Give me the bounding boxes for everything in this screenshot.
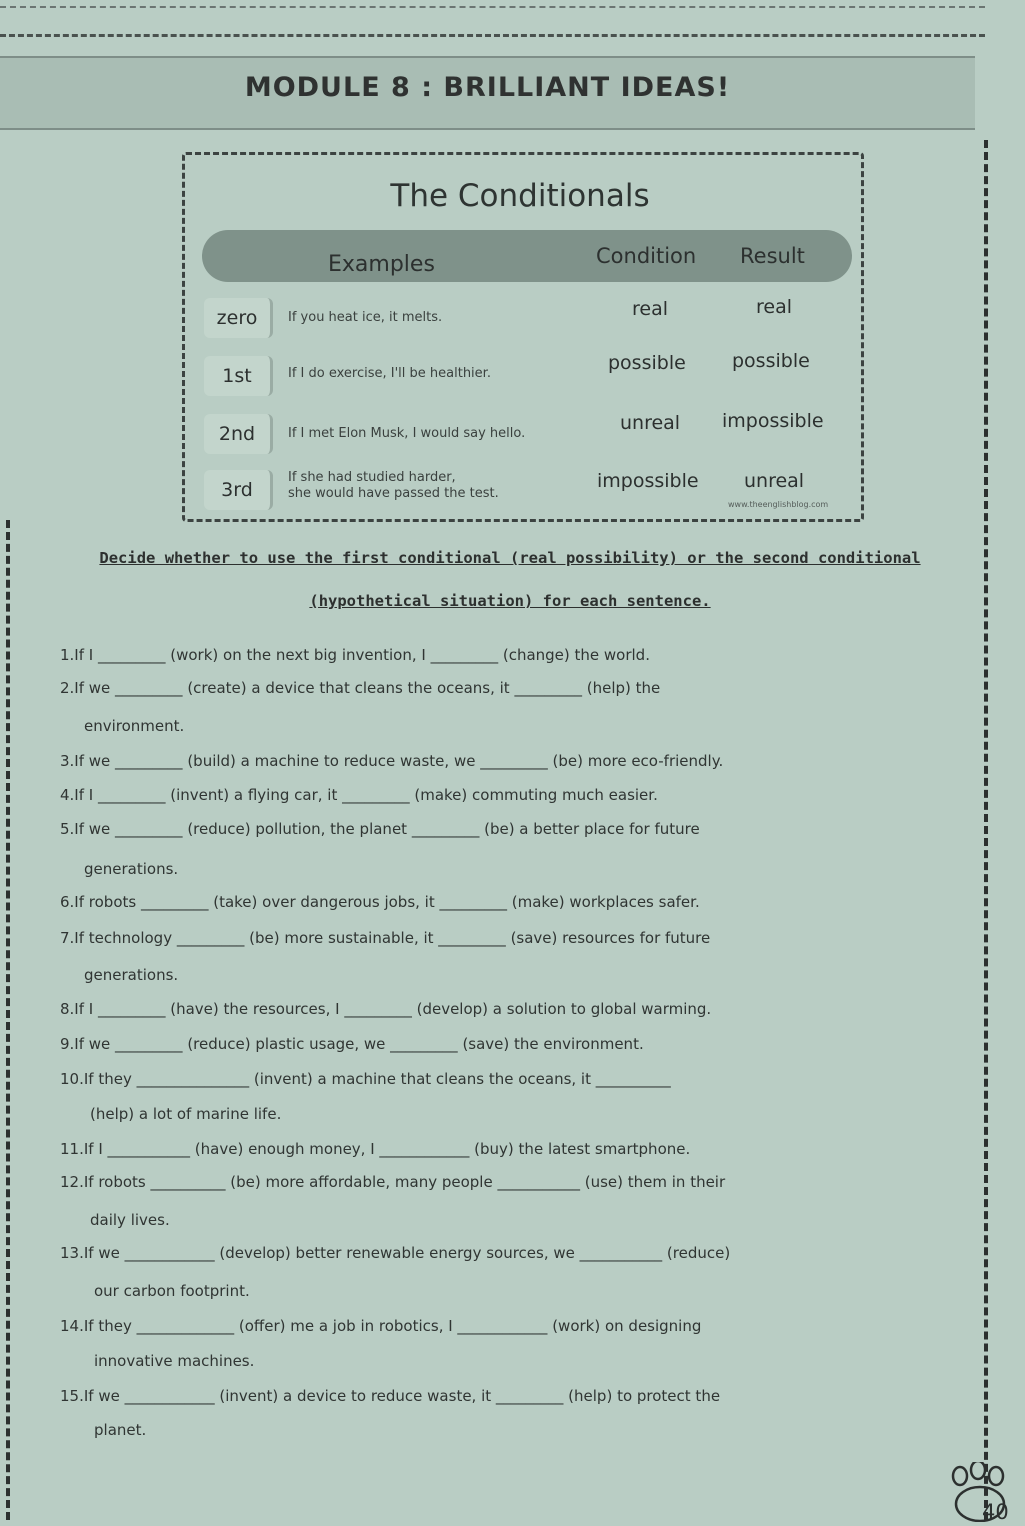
- left-border-dashes: [6, 520, 10, 1520]
- row-label-first: 1st: [204, 356, 273, 396]
- row-result-zero: real: [756, 296, 793, 318]
- exercise-line: our carbon footprint.: [94, 1282, 250, 1300]
- exercise-line: planet.: [94, 1421, 147, 1439]
- row-condition-zero: real: [632, 298, 669, 320]
- row-result-third: unreal: [744, 470, 805, 492]
- exercise-line: environment.: [84, 717, 185, 735]
- exercise-line: 11.If I ___________ (have) enough money, I ____________ (buy) the latest smartphone.: [60, 1140, 691, 1158]
- exercise-line: (help) a lot of marine life.: [90, 1105, 282, 1123]
- exercise-line: 5.If we _________ (reduce) pollution, the planet _________ (be) a better place for future: [60, 820, 700, 838]
- exercise-line: 14.If they _____________ (offer) me a job in robotics, I ____________ (work) on designing: [60, 1317, 702, 1335]
- header-result: Result: [740, 244, 805, 268]
- row-example-third: If she had studied harder,: [288, 470, 456, 485]
- header-condition: Condition: [596, 244, 697, 268]
- exercise-line: 2.If we _________ (create) a device that cleans the oceans, it _________ (help) the: [60, 679, 661, 697]
- header-top-dashes: [0, 34, 985, 37]
- row-condition-second: unreal: [620, 412, 681, 434]
- exercise-line: 12.If robots __________ (be) more affordable, many people ___________ (use) them in their: [60, 1173, 726, 1191]
- row-example-zero: If you heat ice, it melts.: [288, 310, 443, 325]
- top-border-dashes: [0, 6, 985, 8]
- right-border-dashes: [984, 140, 988, 1520]
- row-example-first: If I do exercise, I'll be healthier.: [288, 366, 491, 381]
- exercise-line: daily lives.: [90, 1211, 170, 1229]
- row-condition-first: possible: [608, 352, 686, 374]
- row-example-third-line2: she would have passed the test.: [288, 486, 499, 501]
- exercise-line: generations.: [84, 966, 179, 984]
- row-result-second: impossible: [722, 410, 824, 432]
- watermark-url: www.theenglishblog.com: [728, 500, 829, 509]
- exercise-line: 15.If we ____________ (invent) a device to reduce waste, it _________ (help) to protect the: [60, 1387, 721, 1405]
- row-condition-third: impossible: [597, 470, 699, 492]
- header-examples: Examples: [328, 252, 435, 277]
- row-result-first: possible: [732, 350, 810, 372]
- exercise-line: 7.If technology _________ (be) more sustainable, it _________ (save) resources for future: [60, 929, 711, 947]
- exercise-line: 3.If we _________ (build) a machine to reduce waste, we _________ (be) more eco-friendly.: [60, 752, 724, 770]
- exercise-line: innovative machines.: [94, 1352, 255, 1370]
- exercise-line: 9.If we _________ (reduce) plastic usage, we _________ (save) the environment.: [60, 1035, 644, 1053]
- module-title: MODULE 8 : BRILLIANT IDEAS!: [244, 72, 731, 103]
- page-number: 40: [982, 1500, 1009, 1524]
- exercise-line: generations.: [84, 860, 179, 878]
- instructions-line-1: Decide whether to use the first conditional (real possibility) or the second conditional: [99, 549, 921, 567]
- row-label-third: 3rd: [204, 470, 273, 510]
- conditionals-title: The Conditionals: [390, 178, 650, 214]
- exercise-line: 13.If we ____________ (develop) better renewable energy sources, we ___________ (reduce): [60, 1244, 731, 1262]
- row-label-second: 2nd: [204, 414, 273, 454]
- exercise-line: 4.If I _________ (invent) a flying car, it _________ (make) commuting much easier.: [60, 786, 658, 804]
- instructions-line-2: (hypothetical situation) for each sentence.: [309, 592, 711, 610]
- exercise-line: 1.If I _________ (work) on the next big invention, I _________ (change) the world.: [60, 646, 650, 664]
- row-label-zero: zero: [204, 298, 273, 338]
- exercise-line: 10.If they _______________ (invent) a machine that cleans the oceans, it __________: [60, 1070, 671, 1088]
- exercise-line: 8.If I _________ (have) the resources, I _________ (develop) a solution to global warming.: [60, 1000, 712, 1018]
- exercise-line: 6.If robots _________ (take) over dangerous jobs, it _________ (make) workplaces safer.: [60, 893, 700, 911]
- row-example-second: If I met Elon Musk, I would say hello.: [288, 426, 526, 441]
